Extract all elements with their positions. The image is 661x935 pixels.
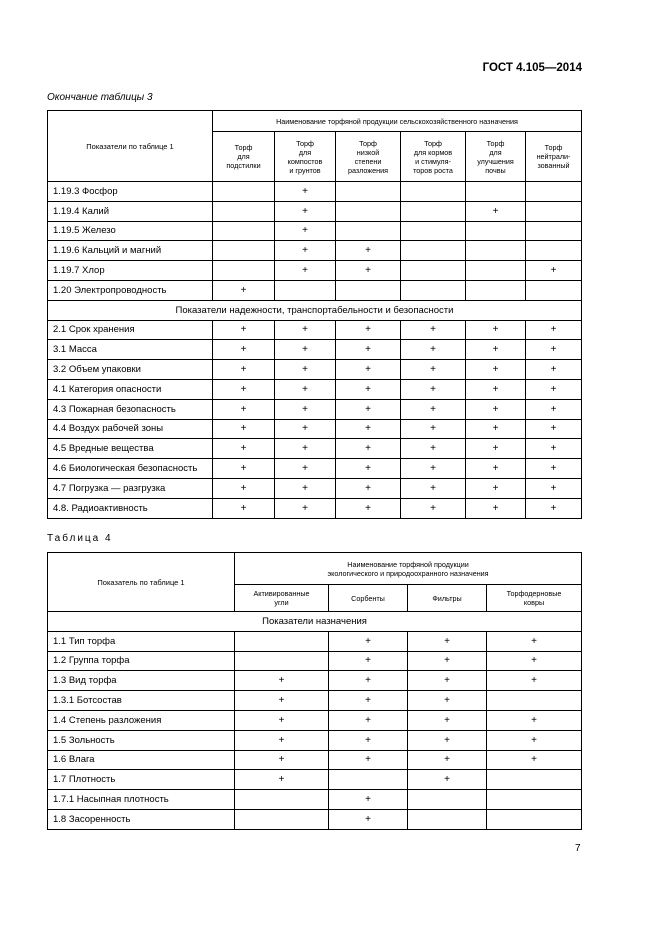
document-id: ГОСТ 4.105—2014	[482, 62, 582, 74]
table-cell	[526, 201, 582, 221]
table-cell: +	[401, 320, 466, 340]
table-cell	[401, 280, 466, 300]
table-cell: +	[487, 651, 582, 671]
table-cell	[235, 651, 329, 671]
table-cell	[401, 201, 466, 221]
row-label: 1.6 Влага	[48, 750, 235, 770]
table-cell: +	[213, 498, 275, 518]
row-label: 1.3.1 Ботсостав	[48, 691, 235, 711]
table-cell	[526, 241, 582, 261]
table-row	[48, 261, 582, 281]
table-cell: +	[329, 730, 408, 750]
table-cell: +	[275, 320, 336, 340]
table-cell: +	[401, 498, 466, 518]
table-cell	[336, 182, 401, 202]
table-cell: +	[213, 320, 275, 340]
t4-column-header: Торфодерновые ковры	[487, 585, 582, 612]
table-cell: +	[466, 498, 526, 518]
table-cell: +	[329, 691, 408, 711]
table-cell	[466, 182, 526, 202]
table-cell: +	[401, 399, 466, 419]
table-row	[48, 439, 582, 459]
table-cell	[466, 280, 526, 300]
table-cell: +	[275, 379, 336, 399]
table-cell: +	[466, 478, 526, 498]
table-cell	[526, 280, 582, 300]
table-cell: +	[401, 478, 466, 498]
table-cell	[336, 280, 401, 300]
table-row	[48, 691, 582, 711]
table-cell: +	[329, 651, 408, 671]
table-cell: +	[336, 498, 401, 518]
row-label: 1.4 Степень разложения	[48, 710, 235, 730]
table-cell: +	[213, 419, 275, 439]
table-cell: +	[213, 340, 275, 360]
table-cell: +	[526, 399, 582, 419]
row-label: 4.7 Погрузка — разгрузка	[48, 478, 213, 498]
table-cell: +	[487, 710, 582, 730]
table-cell: +	[526, 320, 582, 340]
table-cell: +	[336, 419, 401, 439]
table-row	[48, 651, 582, 671]
table-cell: +	[466, 419, 526, 439]
table-row	[48, 280, 582, 300]
t3-column-header: Торф низкой степени разложения	[336, 132, 401, 182]
table-row	[48, 478, 582, 498]
row-label: 1.19.5 Железо	[48, 221, 213, 241]
t4-group-header: Наименование торфяной продукции экологического и природоохранного назначения	[235, 553, 582, 585]
table-cell	[487, 790, 582, 810]
t4-column-header: Активированные угли	[235, 585, 329, 612]
row-label: 3.2 Объем упаковки	[48, 360, 213, 380]
table-row	[48, 320, 582, 340]
row-label: 2.1 Срок хранения	[48, 320, 213, 340]
table-row	[48, 459, 582, 479]
table-row	[48, 710, 582, 730]
table4-caption: Таблица 4	[47, 533, 113, 544]
table-cell: +	[466, 320, 526, 340]
table-cell: +	[466, 360, 526, 380]
t4-column-header: Фильтры	[408, 585, 487, 612]
table-cell: +	[466, 379, 526, 399]
t3-column-header: Торф для компостов и грунтов	[275, 132, 336, 182]
table-cell: +	[213, 379, 275, 399]
table-cell: +	[336, 439, 401, 459]
table-cell	[235, 809, 329, 829]
table-cell	[401, 221, 466, 241]
table-cell: +	[329, 671, 408, 691]
table-cell: +	[526, 459, 582, 479]
table-cell: +	[487, 730, 582, 750]
table-cell	[329, 770, 408, 790]
table-cell: +	[408, 730, 487, 750]
table-cell	[466, 261, 526, 281]
table-cell: +	[275, 439, 336, 459]
table-cell: +	[336, 241, 401, 261]
row-label: 1.2 Группа торфа	[48, 651, 235, 671]
t3-section-header: Показатели надежности, транспортабельности и безопасности	[48, 300, 582, 320]
table-cell: +	[329, 710, 408, 730]
table-cell: +	[401, 419, 466, 439]
table-cell: +	[275, 182, 336, 202]
row-label: 1.19.3 Фосфор	[48, 182, 213, 202]
table-row	[48, 498, 582, 518]
table-cell	[213, 241, 275, 261]
table3-caption: Окончание таблицы 3	[47, 92, 153, 103]
row-label: 1.19.4 Калий	[48, 201, 213, 221]
table-cell: +	[275, 360, 336, 380]
page-number: 7	[575, 843, 581, 854]
row-label: 1.1 Тип торфа	[48, 631, 235, 651]
table-cell: +	[401, 439, 466, 459]
table-cell: +	[275, 201, 336, 221]
table-cell: +	[235, 710, 329, 730]
table-row	[48, 790, 582, 810]
table-cell	[213, 221, 275, 241]
table-cell	[235, 790, 329, 810]
table-row	[48, 182, 582, 202]
table-cell: +	[336, 399, 401, 419]
row-label: 1.7 Плотность	[48, 770, 235, 790]
table-cell: +	[275, 498, 336, 518]
table-cell	[275, 280, 336, 300]
table-row	[48, 379, 582, 399]
row-label: 1.19.7 Хлор	[48, 261, 213, 281]
table-cell: +	[329, 750, 408, 770]
row-label: 1.20 Электропроводность	[48, 280, 213, 300]
table-cell: +	[329, 809, 408, 829]
table-cell: +	[329, 631, 408, 651]
table-row	[48, 360, 582, 380]
t3-column-header: Торф нейтрали- зованный	[526, 132, 582, 182]
table-cell	[466, 221, 526, 241]
table-cell	[466, 241, 526, 261]
table-cell: +	[408, 750, 487, 770]
table-cell: +	[275, 459, 336, 479]
row-label: 1.19.6 Кальций и магний	[48, 241, 213, 261]
table-cell: +	[466, 340, 526, 360]
table-cell: +	[336, 478, 401, 498]
table-cell: +	[336, 379, 401, 399]
table-cell: +	[213, 439, 275, 459]
table-cell: +	[275, 478, 336, 498]
table-row	[48, 340, 582, 360]
table-cell: +	[408, 770, 487, 790]
table-cell: +	[401, 379, 466, 399]
table-cell: +	[526, 360, 582, 380]
table-cell: +	[336, 459, 401, 479]
table-cell: +	[336, 340, 401, 360]
table-cell: +	[275, 399, 336, 419]
table-cell: +	[487, 750, 582, 770]
table-cell: +	[408, 710, 487, 730]
table-cell: +	[213, 360, 275, 380]
table-cell: +	[526, 478, 582, 498]
table-cell: +	[526, 419, 582, 439]
table-cell: +	[466, 201, 526, 221]
row-label: 4.8. Радиоактивность	[48, 498, 213, 518]
table-cell	[526, 221, 582, 241]
table-cell	[336, 201, 401, 221]
table-cell	[487, 770, 582, 790]
table-row	[48, 770, 582, 790]
table-cell: +	[466, 459, 526, 479]
table-cell	[401, 182, 466, 202]
table-cell: +	[526, 379, 582, 399]
table-cell: +	[466, 439, 526, 459]
t4-column-header: Сорбенты	[329, 585, 408, 612]
t3-indicator-header: Показатели по таблице 1	[48, 111, 213, 182]
table-4	[47, 552, 582, 830]
row-label: 4.3 Пожарная безопасность	[48, 399, 213, 419]
table-row	[48, 201, 582, 221]
table-cell	[401, 261, 466, 281]
table-row	[48, 419, 582, 439]
table-cell: +	[213, 280, 275, 300]
table-cell	[487, 809, 582, 829]
table-cell: +	[275, 221, 336, 241]
row-label: 1.5 Зольность	[48, 730, 235, 750]
table-cell: +	[487, 631, 582, 651]
table-cell: +	[401, 360, 466, 380]
table-cell: +	[213, 399, 275, 419]
table-cell: +	[401, 459, 466, 479]
table-cell: +	[408, 651, 487, 671]
table-row	[48, 750, 582, 770]
table-cell: +	[408, 671, 487, 691]
table-cell: +	[235, 730, 329, 750]
table-row	[48, 671, 582, 691]
t3-column-header: Торф для подстилки	[213, 132, 275, 182]
table-row	[48, 809, 582, 829]
table-cell: +	[466, 399, 526, 419]
row-label: 4.6 Биологическая безопасность	[48, 459, 213, 479]
table-cell: +	[336, 360, 401, 380]
table-cell: +	[408, 631, 487, 651]
table-cell: +	[336, 320, 401, 340]
table-cell	[213, 201, 275, 221]
table-cell: +	[336, 261, 401, 281]
table-row	[48, 730, 582, 750]
table-cell	[213, 182, 275, 202]
table-3	[47, 110, 582, 519]
row-label: 1.7.1 Насыпная плотность	[48, 790, 235, 810]
table-cell: +	[275, 419, 336, 439]
table-row	[48, 399, 582, 419]
t3-column-header: Торф для кормов и стимуля- торов роста	[401, 132, 466, 182]
t3-column-header: Торф для улучшения почвы	[466, 132, 526, 182]
table-cell: +	[235, 691, 329, 711]
table-cell: +	[275, 241, 336, 261]
table-cell	[408, 809, 487, 829]
table-cell	[235, 631, 329, 651]
row-label: 4.5 Вредные вещества	[48, 439, 213, 459]
table-cell: +	[213, 459, 275, 479]
table-cell: +	[526, 340, 582, 360]
t4-indicator-header: Показатель по таблице 1	[48, 553, 235, 612]
table-cell	[213, 261, 275, 281]
table-cell: +	[275, 261, 336, 281]
table-cell: +	[408, 691, 487, 711]
t4-section-header: Показатели назначения	[48, 612, 582, 632]
table-cell: +	[526, 498, 582, 518]
table-cell: +	[235, 750, 329, 770]
table-row	[48, 631, 582, 651]
table-cell: +	[213, 478, 275, 498]
table-cell: +	[235, 671, 329, 691]
table-cell	[408, 790, 487, 810]
table-row	[48, 221, 582, 241]
table-cell	[336, 221, 401, 241]
row-label: 1.8 Засоренность	[48, 809, 235, 829]
table-cell: +	[235, 770, 329, 790]
table-cell: +	[526, 261, 582, 281]
table-row	[48, 241, 582, 261]
table-cell	[526, 182, 582, 202]
table-cell: +	[526, 439, 582, 459]
row-label: 1.3 Вид торфа	[48, 671, 235, 691]
table-cell: +	[401, 340, 466, 360]
t3-group-header: Наименование торфяной продукции сельскохозяйственного назначения	[213, 111, 582, 132]
table-cell	[487, 691, 582, 711]
row-label: 4.4 Воздух рабочей зоны	[48, 419, 213, 439]
table-cell: +	[329, 790, 408, 810]
row-label: 3.1 Масса	[48, 340, 213, 360]
table-cell: +	[275, 340, 336, 360]
table-cell: +	[487, 671, 582, 691]
row-label: 4.1 Категория опасности	[48, 379, 213, 399]
table-cell	[401, 241, 466, 261]
